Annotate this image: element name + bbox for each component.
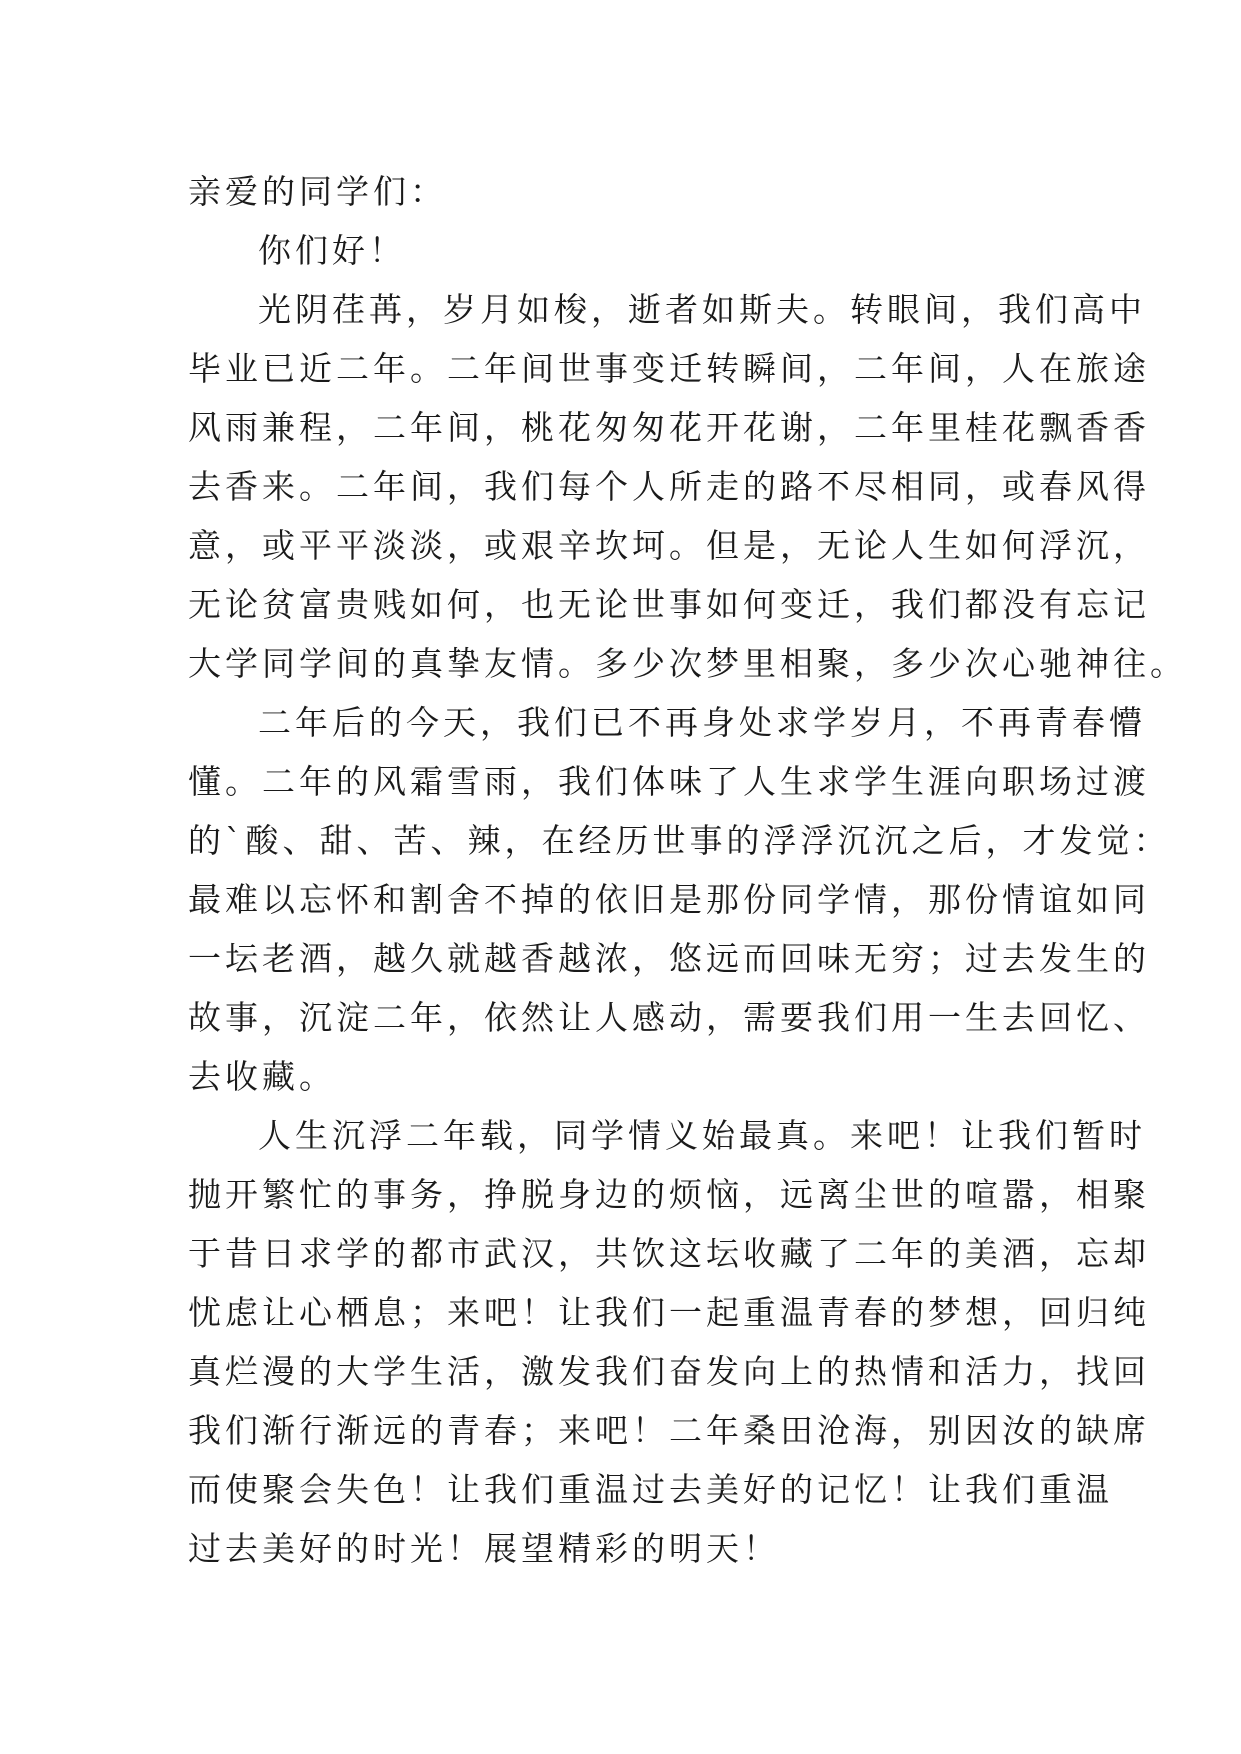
paragraph-1-line: 去香来。二年间，我们每个人所走的路不尽相同，或春风得 [188, 467, 1150, 506]
paragraph-2-line: 懂。二年的风霜雪雨，我们体味了人生求学生涯向职场过渡 [188, 762, 1150, 801]
paragraph-1-line: 风雨兼程，二年间，桃花匆匆花开花谢，二年里桂花飘香香 [188, 408, 1150, 447]
paragraph-3-line: 真烂漫的大学生活，激发我们奋发向上的热情和活力，找回 [188, 1352, 1150, 1391]
paragraph-1-line: 大学同学间的真挚友情。多少次梦里相聚，多少次心驰神往。 [188, 644, 1187, 683]
letter-body [188, 162, 1187, 1578]
paragraph-1-line: 光阴荏苒，岁月如梭，逝者如斯夫。转眼间，我们高中 [258, 290, 1146, 329]
paragraph-2-line: 一坛老酒，越久就越香越浓，悠远而回味无穷；过去发生的 [188, 939, 1150, 978]
paragraph-2-line: 二年后的今天，我们已不再身处求学岁月，不再青春懵 [258, 703, 1146, 742]
paragraph-2-line: 最难以忘怀和割舍不掉的依旧是那份同学情，那份情谊如同 [188, 880, 1150, 919]
paragraph-3-line: 我们渐行渐远的青春；来吧！二年桑田沧海，别因汝的缺席 [188, 1411, 1150, 1450]
paragraph-3-line: 抛开繁忙的事务，挣脱身边的烦恼，远离尘世的喧嚣，相聚 [188, 1175, 1150, 1214]
paragraph-3-line: 忧虑让心栖息；来吧！让我们一起重温青春的梦想，回归纯 [188, 1293, 1150, 1332]
paragraph-3-line: 人生沉浮二年载，同学情义始最真。来吧！让我们暂时 [258, 1116, 1146, 1155]
paragraph-2-line: 故事，沉淀二年，依然让人感动，需要我们用一生去回忆、 [188, 998, 1150, 1037]
paragraph-1-line: 无论贫富贵贱如何，也无论世事如何变迁，我们都没有忘记 [188, 585, 1150, 624]
greeting: 你们好！ [258, 231, 406, 270]
paragraph-2-line: 的`酸、甜、苦、辣，在经历世事的浮浮沉沉之后，才发觉： [188, 821, 1171, 860]
paragraph-3-line: 于昔日求学的都市武汉，共饮这坛收藏了二年的美酒，忘却 [188, 1234, 1150, 1273]
paragraph-1-line: 毕业已近二年。二年间世事变迁转瞬间，二年间，人在旅途 [188, 349, 1150, 388]
paragraph-3-line: 而使聚会失色！让我们重温过去美好的记忆！让我们重温 [188, 1470, 1113, 1509]
salutation: 亲爱的同学们： [188, 172, 447, 211]
paragraph-2-line: 去收藏。 [188, 1057, 336, 1096]
paragraph-1-line: 意，或平平淡淡，或艰辛坎坷。但是，无论人生如何浮沉， [188, 526, 1150, 565]
paragraph-3-line: 过去美好的时光！展望精彩的明天！ [188, 1529, 780, 1568]
